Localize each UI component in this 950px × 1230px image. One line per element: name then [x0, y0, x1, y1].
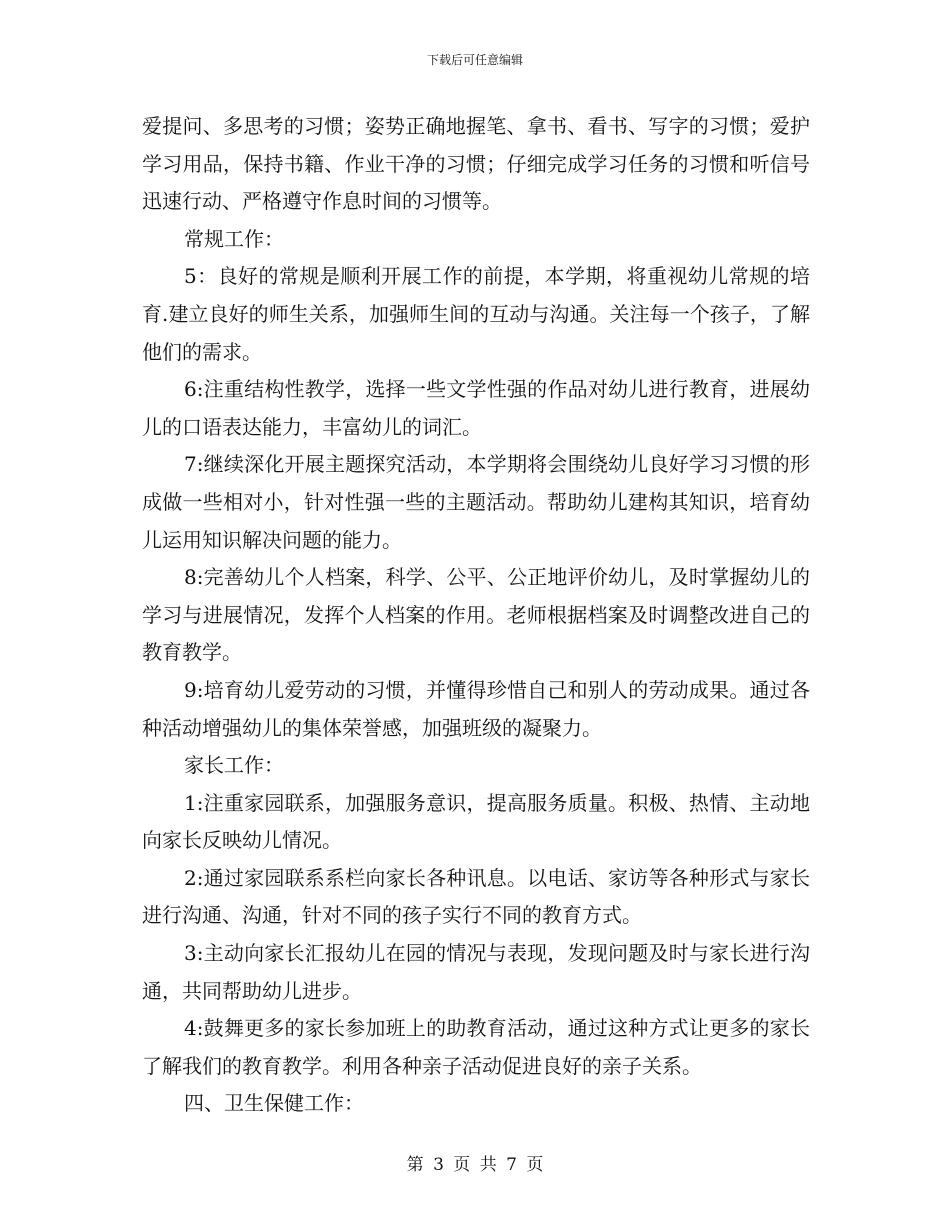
paragraph-parent-item-1: 1:注重家园联系，加强服务意识，提高服务质量。积极、热情、主动地向家长反映幼儿情况。 — [142, 790, 810, 853]
paragraph-item-7: 7:继续深化开展主题探究活动，本学期将会围绕幼儿良好学习习惯的形成做一些相对小，针对性强一些的主题活动。帮助幼儿建构其知识，培育幼儿运用知识解决问题的能力。 — [142, 452, 810, 552]
paragraph-item-8: 8:完善幼儿个人档案，科学、公平、公正地评价幼儿，及时掌握幼儿的学习与进展情况，发挥个人档案的作用。老师根据档案及时调整改进自己的教育教学。 — [142, 565, 810, 665]
paragraph-parent-item-3: 3:主动向家长汇报幼儿在园的情况与表现，发现问题及时与家长进行沟通，共同帮助幼儿进步。 — [142, 941, 810, 1003]
page-header-note: 下载后可任意编辑 — [426, 53, 523, 67]
section-heading-parent-work: 家长工作： — [184, 753, 284, 778]
paragraph-item-5: 5：良好的常规是顺利开展工作的前提，本学期，将重视幼儿常规的培育.建立良好的师生关系，加强师生间的互动与沟通。关注每一个孩子，了解他们的需求。 — [142, 264, 810, 364]
paragraph-parent-item-4: 4:鼓舞更多的家长参加班上的助教育活动，通过这种方式让更多的家长了解我们的教育教学。利用各种亲子活动促进良好的亲子关系。 — [142, 1016, 810, 1078]
document-body — [142, 108, 810, 1123]
paragraph-item-9: 9:培育幼儿爱劳动的习惯，并懂得珍惜自己和别人的劳动成果。通过各种活动增强幼儿的集体荣誉感，加强班级的凝聚力。 — [142, 677, 810, 740]
section-heading-health-work: 四、卫生保健工作： — [184, 1091, 364, 1116]
paragraph-item-6: 6:注重结构性教学，选择一些文学性强的作品对幼儿进行教育，进展幼儿的口语表达能力，丰富幼儿的词汇。 — [142, 377, 810, 439]
paragraph-parent-item-2: 2:通过家园联系系栏向家长各种讯息。以电话、家访等各种形式与家长进行沟通、沟通，针对不同的孩子实行不同的教育方式。 — [142, 865, 810, 928]
paragraph-habits-continued: 爱提问、多思考的习惯；姿势正确地握笔、拿书、看书、写字的习惯；爱护学习用品，保持书籍、作业干净的习惯；仔细完成学习任务的习惯和听信号迅速行动、严格遵守作息时间的习惯等。 — [142, 114, 810, 214]
page-number-footer: 第 3 页 共 7 页 — [406, 1155, 544, 1175]
section-heading-routine-work: 常规工作： — [184, 226, 284, 251]
